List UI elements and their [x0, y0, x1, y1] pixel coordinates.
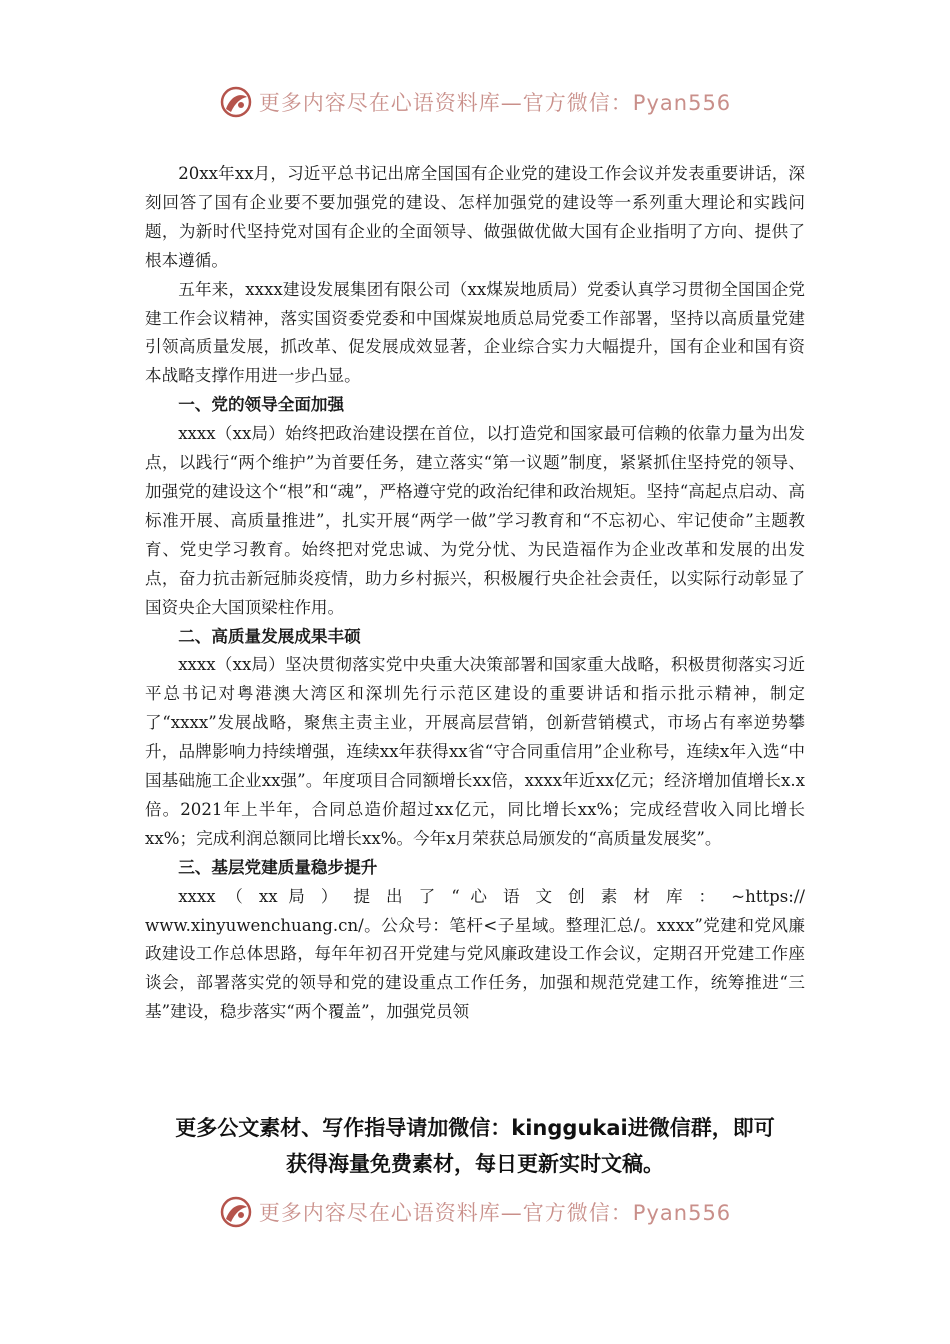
brand-logo-icon [219, 1195, 253, 1229]
call-to-action [110, 1110, 840, 1182]
paragraph: xxxx（xx局）始终把政治建设摆在首位，以打造党和国家最可信赖的依靠力量为出发点，以践行“两个维护”为首要任务，建立落实“第一议题”制度，紧紧抓住坚持党的领导、加强党的建设这个“根”和“魂”，严格遵守党的政治纪律和政治规矩。坚持“高起点启动、高标准开展、高质量推进”，扎实开展“两学一做”学习教育和“不忘初心、牢记使命”主题教育、党史学习教育。始终把对党忠诚、为党分忧、为民造福作为企业改革和发展的出发点，奋力抗击新冠肺炎疫情，助力乡村振兴，积极履行央企社会责任，以实际行动彰显了国资央企大国顶梁柱作用。 [145, 424, 805, 617]
brand-banner-bottom [0, 1192, 950, 1232]
section-heading: 二、高质量发展成果丰硕 [178, 626, 361, 646]
cta-line-1: 更多公文素材、写作指导请加微信：kinggukai进微信群，即可 [175, 1116, 775, 1140]
cta-line-2: 获得海量免费素材，每日更新实时文稿。 [286, 1152, 664, 1176]
paragraph: xxxx（xx局）坚决贯彻落实党中央重大决策部署和国家重大战略，积极贯彻落实习近平总书记对粤港澳大湾区和深圳先行示范区建设的重要讲话和指示批示精神，制定了“xxxx”发展战略，聚焦主责主业，开展高层营销，创新营销模式，市场占有率逆势攀升，品牌影响力持续增强，连续xx年获得xx省“守合同重信用”企业称号，连续x年入选“中国基础施工企业xx强”。年度项目合同额增长xx倍，xxxx年近xx亿元；经济增加值增长x.x倍。2021年上半年，合同总造价超过xx亿元，同比增长xx%；完成经营收入同比增长xx%；完成利润总额同比增长xx%。今年x月荣获总局颁发的“高质量发展奖”。 [145, 655, 805, 848]
section-heading: 三、基层党建质量稳步提升 [178, 857, 378, 877]
paragraph: 五年来，xxxx建设发展集团有限公司（xx煤炭地质局）党委认真学习贯彻全国国企党建工作会议精神，落实国资委党委和中国煤炭地质总局党委工作部署，坚持以高质量党建引领高质量发展，抓改革、促发展成效显著，企业综合实力大幅提升，国有企业和国有资本战略支撑作用进一步凸显。 [145, 279, 805, 386]
brand-logo-icon [219, 85, 253, 119]
paragraph: www.xinyuwenchuang.cn/。公众号：笔杆<子星域。整理汇总/。xxxx”党建和党风廉政建设工作总体思路，每年年初召开党建与党风廉政建设工作会议，定期召开党建工作座谈会，部署落实党的领导和党的建设重点工作任务，加强和规范党建工作，统筹推进“三基”建设，稳步落实“两个覆盖”，加强党员领 [145, 915, 805, 1022]
brand-banner-top [0, 82, 950, 122]
brand-banner-text: 更多内容尽在心语资料库—官方微信：Pyan556 [258, 91, 732, 115]
section-heading: 一、党的领导全面加强 [178, 395, 345, 415]
paragraph-line: xxxx （ xx 局 ） 提 出 了 “ 心 语 文 创 素 材 库 ： ~https:// [178, 886, 805, 906]
document-body [145, 160, 805, 1027]
paragraph: 20xx年xx月，习近平总书记出席全国国有企业党的建设工作会议并发表重要讲话，深刻回答了国有企业要不要加强党的建设、怎样加强党的建设等一系列重大理论和实践问题，为新时代坚持党对国有企业的全面领导、做强做优做大国有企业指明了方向、提供了根本遵循。 [145, 164, 805, 270]
brand-banner-text: 更多内容尽在心语资料库—官方微信：Pyan556 [258, 1201, 732, 1225]
